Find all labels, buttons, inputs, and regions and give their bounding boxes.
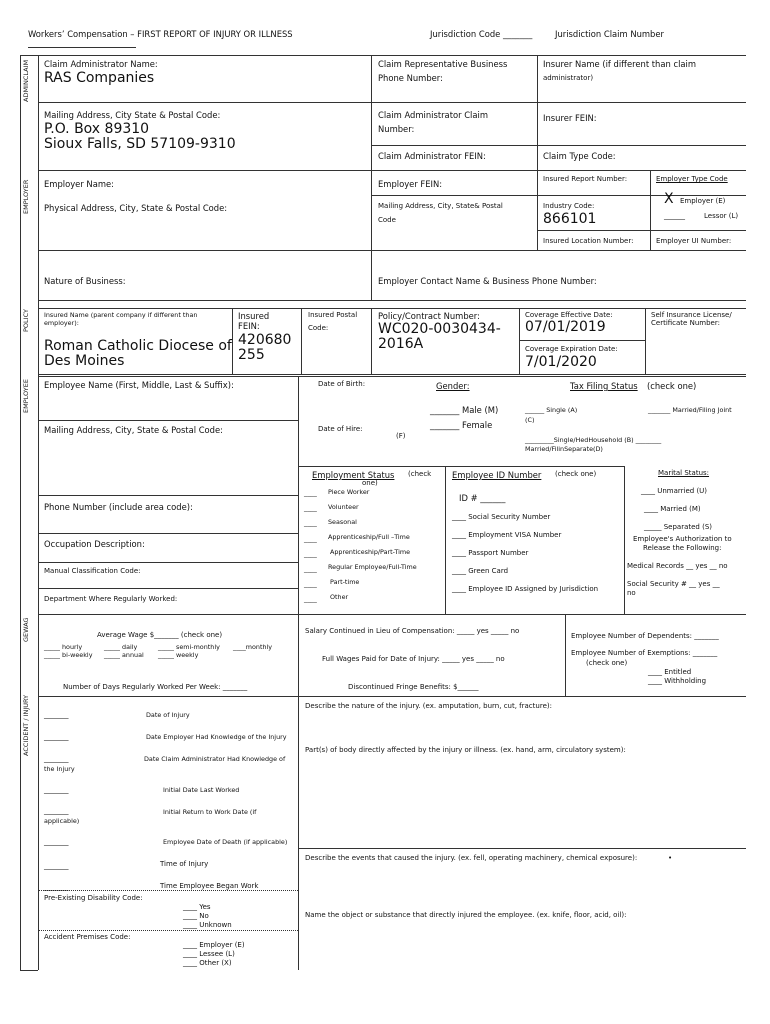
time-began-work-blank[interactable]: _______: [44, 883, 69, 891]
coverage-effective-value[interactable]: 07/01/2019: [525, 319, 606, 335]
admin-knowledge-label-2: the Injury: [44, 765, 75, 773]
status-blank-2[interactable]: ____: [304, 504, 317, 512]
marital-separated[interactable]: _____ Separated (S): [644, 523, 713, 531]
frame-top: [20, 55, 746, 56]
status-piece-worker: Piece Worker: [328, 488, 370, 496]
return-to-work-blank[interactable]: _______: [44, 807, 69, 815]
admin-knowledge-blank[interactable]: _______: [44, 755, 69, 763]
claim-rep-label: Claim Representative Business: [378, 59, 508, 69]
tax-status-label: Tax Filing Status: [570, 381, 638, 391]
claim-type-label: Claim Type Code:: [543, 151, 616, 161]
employer-ui-label: Employer UI Number:: [656, 237, 732, 245]
insurer-name-label: Insurer Name (if different than claim: [543, 59, 697, 69]
admin-claim-number-label: Claim Administrator Claim: [378, 110, 488, 120]
gender-f-code: (F): [396, 432, 406, 440]
pre-existing-yes[interactable]: ____ Yes: [183, 903, 211, 911]
insured-fein-line1[interactable]: 420680: [238, 332, 292, 348]
employer-fein-label: Employer FEIN:: [378, 179, 443, 189]
section-wage: GEWAG: [22, 617, 30, 642]
body-parts-label: Part(s) of body directly affected by the injury or illness. (ex. hand, arm, circulatory system):: [305, 746, 626, 754]
insured-report-label: Insured Report Number:: [543, 175, 628, 183]
coverage-effective-label: Coverage Effective Date:: [525, 311, 613, 319]
time-began-work-label: Time Employee Began Work: [160, 882, 259, 890]
status-blank-1[interactable]: ____: [304, 489, 317, 497]
form-title: Workers’ Compensation – FIRST REPORT OF INJURY OR ILLNESS: [28, 29, 293, 39]
admin-fein-label: Claim Administrator FEIN:: [378, 151, 486, 161]
date-of-death-label: Employee Date of Death (if applicable): [163, 838, 288, 846]
hire-date-label: Date of Hire:: [318, 425, 363, 433]
employer-type-lessor-blank[interactable]: ______: [664, 212, 685, 220]
self-insurance-label-2: Certificate Number:: [651, 319, 720, 327]
status-blank-3[interactable]: ____: [304, 519, 317, 527]
industry-code-value[interactable]: 866101: [543, 211, 597, 227]
admin-claim-number-label-2: Number:: [378, 124, 415, 134]
tax-status-check: (check one): [647, 381, 697, 391]
admin-knowledge-label: Date Claim Administrator Had Knowledge of: [144, 755, 286, 763]
date-of-injury-label: Date of Injury: [146, 711, 190, 719]
frame-inner-left: [38, 55, 39, 970]
status-other: Other: [330, 593, 349, 601]
release-ssn[interactable]: Social Security # __ yes __: [627, 580, 720, 588]
policy-contract-line2[interactable]: 2016A: [378, 336, 424, 352]
coverage-expiration-label: Coverage Expiration Date:: [525, 345, 618, 353]
insured-name-label: Insured Name (parent company if different than: [44, 311, 198, 319]
nature-of-injury-label: Describe the nature of the injury. (ex. amputation, burn, cut, fracture):: [305, 702, 552, 710]
release-ssn-no[interactable]: no: [627, 589, 636, 597]
status-volunteer: Volunteer: [328, 503, 359, 511]
insured-postal-label-2: Code:: [308, 324, 329, 332]
admin-address-line2[interactable]: Sioux Falls, SD 57109-9310: [44, 136, 236, 152]
discontinued-fringe[interactable]: Discontinued Fringe Benefits: $______: [348, 683, 479, 691]
wage-semi-monthly[interactable]: _____ semi-monthly: [158, 643, 220, 651]
employee-id-number[interactable]: ID # ______: [459, 493, 506, 503]
wage-hourly[interactable]: _____ hourly: [44, 643, 83, 651]
section-accident: ACCIDENT / INJURY: [22, 694, 30, 756]
wage-annual[interactable]: _____ annual: [104, 651, 144, 659]
wage-weekly[interactable]: _____ weekly: [158, 651, 199, 659]
pre-existing-unknown[interactable]: ____ Unknown: [183, 921, 232, 929]
return-to-work-label: Initial Return to Work Date (if: [163, 808, 257, 816]
admin-address-label: Mailing Address, City State & Postal Code:: [44, 110, 221, 120]
release-medical[interactable]: Medical Records __ yes __ no: [627, 562, 728, 570]
employee-id-check: (check one): [555, 470, 597, 478]
gender-male[interactable]: _______ Male (M): [430, 405, 499, 415]
status-regular-full: Regular Employee/Full-Time: [328, 563, 417, 571]
section-employee: EMPLOYEE: [22, 379, 30, 413]
employee-name-label: Employee Name (First, Middle, Last & Suffix):: [44, 380, 234, 390]
days-worked-per-week[interactable]: Number of Days Regularly Worked Per Week: _______: [63, 683, 248, 691]
claim-rep-label-2: Phone Number:: [378, 73, 443, 83]
employer-contact-label: Employer Contact Name & Business Phone Number:: [378, 276, 597, 286]
insured-fein-label: Insured: [238, 311, 270, 321]
gender-female[interactable]: _______ Female: [430, 420, 493, 430]
premises-code-label: Accident Premises Code:: [44, 933, 131, 941]
employer-type-mark[interactable]: X: [664, 191, 674, 207]
exemption-withholding[interactable]: ____ Withholding: [648, 677, 707, 685]
marital-married[interactable]: ____ Married (M): [644, 505, 701, 513]
employer-type-code-label: Employer Type Code: [656, 175, 728, 183]
authorization-label-2: Release the Following:: [643, 544, 722, 552]
time-of-injury-blank[interactable]: _______: [44, 862, 69, 870]
frame-left: [20, 55, 21, 970]
status-part-time: Part-time: [330, 578, 360, 586]
industry-code-label: Industry Code:: [543, 202, 595, 210]
status-blank-6[interactable]: ____: [304, 565, 317, 573]
manual-class-label: Manual Classification Code:: [44, 567, 141, 575]
id-green-card[interactable]: ____ Green Card: [452, 567, 509, 575]
exemption-entitled[interactable]: ____ Entitled: [648, 668, 692, 676]
date-of-death-blank[interactable]: _______: [44, 838, 69, 846]
premises-employer[interactable]: ____ Employer (E): [183, 941, 245, 949]
coverage-expiration-value[interactable]: 7/01/2020: [525, 354, 597, 370]
employee-mailing-label: Mailing Address, City, State & Postal Code:: [44, 425, 223, 435]
insured-location-label: Insured Location Number:: [543, 237, 634, 245]
jurisdiction-claim-number[interactable]: Jurisdiction Claim Number: [555, 29, 664, 39]
insured-name-label-2: employer):: [44, 319, 79, 327]
time-of-injury-label: Time of Injury: [160, 860, 209, 868]
pre-existing-no[interactable]: ____ No: [183, 912, 209, 920]
employer-knowledge-label: Date Employer Had Knowledge of the Injury: [146, 733, 287, 741]
insurer-name-label-2: administrator): [543, 74, 594, 82]
section-admin: ADMINCLAIM: [22, 59, 30, 103]
tax-c: (C): [525, 416, 535, 424]
insurer-fein-label: Insurer FEIN:: [543, 113, 597, 123]
marital-unmarried[interactable]: ____ Unmarried (U): [641, 487, 708, 495]
employer-address-label: Physical Address, City, State & Postal Code:: [44, 203, 228, 213]
status-seasonal: Seasonal: [328, 518, 357, 526]
return-to-work-label-2: applicable): [44, 817, 80, 825]
id-visa[interactable]: ____ Employment VISA Number: [452, 531, 562, 539]
insured-name-line2[interactable]: Des Moines: [44, 353, 125, 369]
injury-events-mark: •: [668, 854, 673, 862]
gender-label: Gender:: [436, 381, 470, 391]
jurisdiction-code[interactable]: Jurisdiction Code _______: [430, 29, 533, 39]
employer-mailing-label-2: Code: [378, 216, 396, 224]
id-passport[interactable]: ____ Passport Number: [452, 549, 529, 557]
policy-contract-line1[interactable]: WC020-0030434-: [378, 321, 501, 337]
injury-object-label: Name the object or substance that directly injured the employee. (ex. knife, floor, acid, oil):: [305, 911, 627, 919]
employer-name-label: Employer Name:: [44, 179, 114, 189]
self-insurance-label: Self Insurance License/: [651, 311, 732, 319]
id-jurisdiction[interactable]: ____ Employee ID Assigned by Jurisdiction: [452, 585, 599, 593]
section-policy: POLICY: [22, 309, 30, 333]
employee-id-label: Employee ID Number: [452, 470, 542, 480]
status-blank-7[interactable]: ____: [304, 580, 317, 588]
injury-events-label: Describe the events that caused the injury. (ex. fell, operating machinery, chemical exposure):: [305, 854, 638, 862]
employer-mailing-label: Mailing Address, City, State& Postal: [378, 202, 503, 210]
id-ssn[interactable]: ____ Social Security Number: [452, 513, 551, 521]
authorization-label: Employee's Authorization to: [633, 535, 732, 543]
marital-status-label: Marital Status:: [658, 469, 710, 477]
policy-contract-label: Policy/Contract Number:: [378, 311, 480, 321]
claim-admin-name-label: Claim Administrator Name:: [44, 59, 158, 69]
tax-single[interactable]: ______ Single (A): [525, 406, 578, 414]
status-blank-8[interactable]: ____: [304, 595, 317, 603]
claim-admin-name-value[interactable]: RAS Companies: [44, 70, 155, 86]
premises-other[interactable]: ____ Other (X): [183, 959, 232, 967]
admin-address-line1[interactable]: P.O. Box 89310: [44, 121, 150, 137]
insured-fein-label-2: FEIN:: [238, 321, 260, 331]
number-of-dependents[interactable]: Employee Number of Dependents: _______: [571, 632, 719, 640]
dob-label: Date of Birth:: [318, 380, 366, 388]
premises-lessee[interactable]: ____ Lessee (L): [183, 950, 235, 958]
section-employer: EMPLOYER: [22, 179, 30, 215]
wage-daily[interactable]: _____ daily: [104, 643, 138, 651]
occupation-label: Occupation Description:: [44, 539, 145, 549]
status-apprentice-full: Apprenticeship/Full –Time: [328, 533, 410, 541]
date-of-injury-blank[interactable]: _______: [44, 711, 69, 719]
nature-of-business-label: Nature of Business:: [44, 276, 126, 286]
last-worked-label: Initial Date Last Worked: [163, 786, 240, 794]
pre-existing-disability-label: Pre-Existing Disability Code:: [44, 894, 143, 902]
insured-name-line1[interactable]: Roman Catholic Diocese of: [44, 338, 232, 354]
header-underline: [28, 47, 136, 48]
wage-biweekly[interactable]: _____ bi-weekly: [44, 651, 93, 659]
insured-postal-label: Insured Postal: [308, 311, 358, 319]
employment-status-check: (check: [408, 470, 432, 478]
frame-bottom: [20, 970, 38, 971]
employment-status-label: Employment Status: [312, 470, 395, 480]
status-blank-4[interactable]: ____: [304, 535, 317, 543]
tax-married-joint[interactable]: _______ Married/Filing Joint: [648, 406, 732, 414]
average-wage[interactable]: Average Wage $_______ (check one): [97, 631, 223, 639]
tax-single-hoh[interactable]: _________Single/HedHousehold (B) ________: [525, 436, 662, 444]
wage-monthly[interactable]: ____monthly: [233, 643, 273, 651]
insured-fein-line2[interactable]: 255: [238, 347, 265, 363]
last-worked-blank[interactable]: _______: [44, 786, 69, 794]
department-label: Department Where Regularly Worked:: [44, 595, 178, 603]
full-wages-paid[interactable]: Full Wages Paid for Date of Injury: _____ yes _____ no: [322, 655, 505, 663]
employer-knowledge-blank[interactable]: _______: [44, 733, 69, 741]
employer-type-employer: Employer (E): [680, 197, 726, 205]
tax-married-separate: Married/FilinSeparate(D): [525, 445, 603, 453]
number-of-exemptions[interactable]: Employee Number of Exemptions: _______: [571, 649, 718, 657]
employer-type-lessor: Lessor (L): [704, 212, 739, 220]
salary-continued[interactable]: Salary Continued in Lieu of Compensation: _____ yes _____ no: [305, 627, 520, 635]
employee-phone-label: Phone Number (include area code):: [44, 502, 193, 512]
status-blank-5[interactable]: ____: [304, 550, 317, 558]
exemptions-check: (check one): [586, 659, 628, 667]
employment-status-check-2: one): [362, 479, 378, 487]
status-apprentice-part: Apprenticeship/Part-Time: [330, 548, 411, 556]
